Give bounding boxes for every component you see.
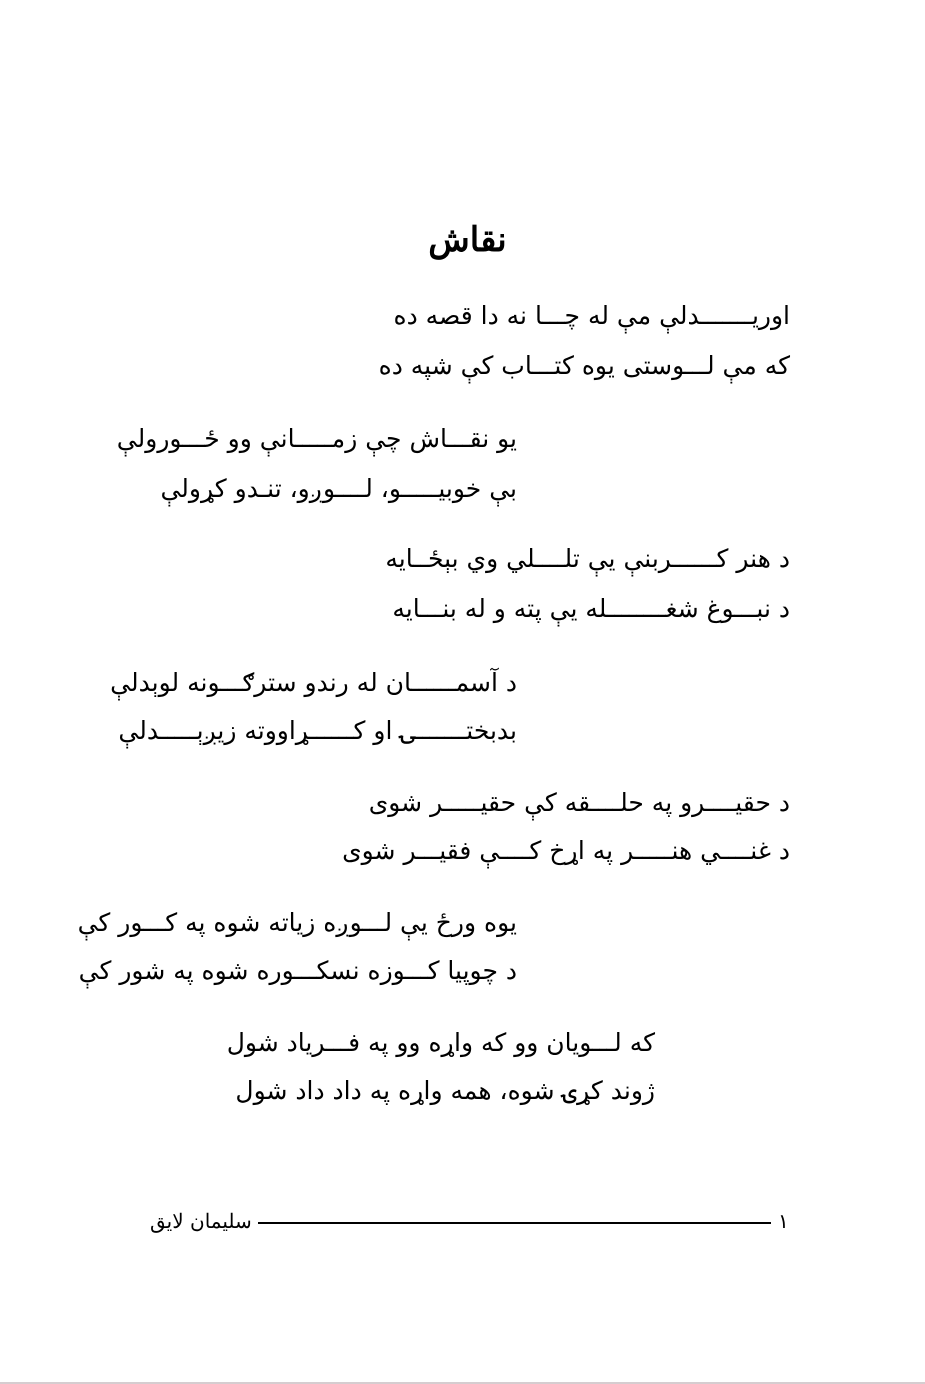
poem-line: که مې لـــوستی یوه کتـــاب کې شپه ده bbox=[378, 351, 790, 380]
poem-line: که لـــویان وو که واړه وو په فـــریاد شول bbox=[226, 1028, 655, 1057]
poem-line: د هنر کــــــربنې یې تلــــلي وي بېځــایه bbox=[385, 544, 790, 573]
poem-title: نقاش bbox=[428, 220, 507, 260]
poem-line: ژوند کړۍ شوه، همه واړه په داد داد شول bbox=[235, 1076, 655, 1105]
poem-line: اوریـــــــدلې مې له چـــا نه دا قصه ده bbox=[393, 301, 790, 330]
poem-line: یوه ورځ یې لـــوږه زیاته شوه په کـــور کې bbox=[77, 908, 517, 937]
poem-line: د نبـــوغ شغــــــــله یې پته و له بنـــایه bbox=[392, 594, 790, 623]
footer-divider bbox=[258, 1222, 771, 1224]
poem-line: د آسمــــــان له رندو سترګـــونه لوېدلې bbox=[110, 668, 517, 697]
poem-line: یو نقـــاش چې زمـــــانې وو ځـــورولې bbox=[116, 424, 517, 453]
poem-line: د غنــــي هنـــــر په اړخ کــــې فقیـــر شوی bbox=[342, 836, 790, 865]
page-number: ۱ bbox=[778, 1209, 789, 1233]
poem-line: بدبختـــــــۍ او کــــــړاووته زیږېـــــدلې bbox=[118, 716, 517, 745]
footer-author: سلیمان لایق bbox=[150, 1209, 252, 1233]
poem-line: د چوپیا کـــوزه نسکـــوره شوه په شور کې bbox=[78, 956, 517, 985]
poem-line: بې خوبیـــــو، لــــوږو، تنـدو کړولې bbox=[160, 474, 517, 503]
poem-line: د حقیــــرو په حلــــقه کې حقیـــــر شوی bbox=[368, 788, 790, 817]
